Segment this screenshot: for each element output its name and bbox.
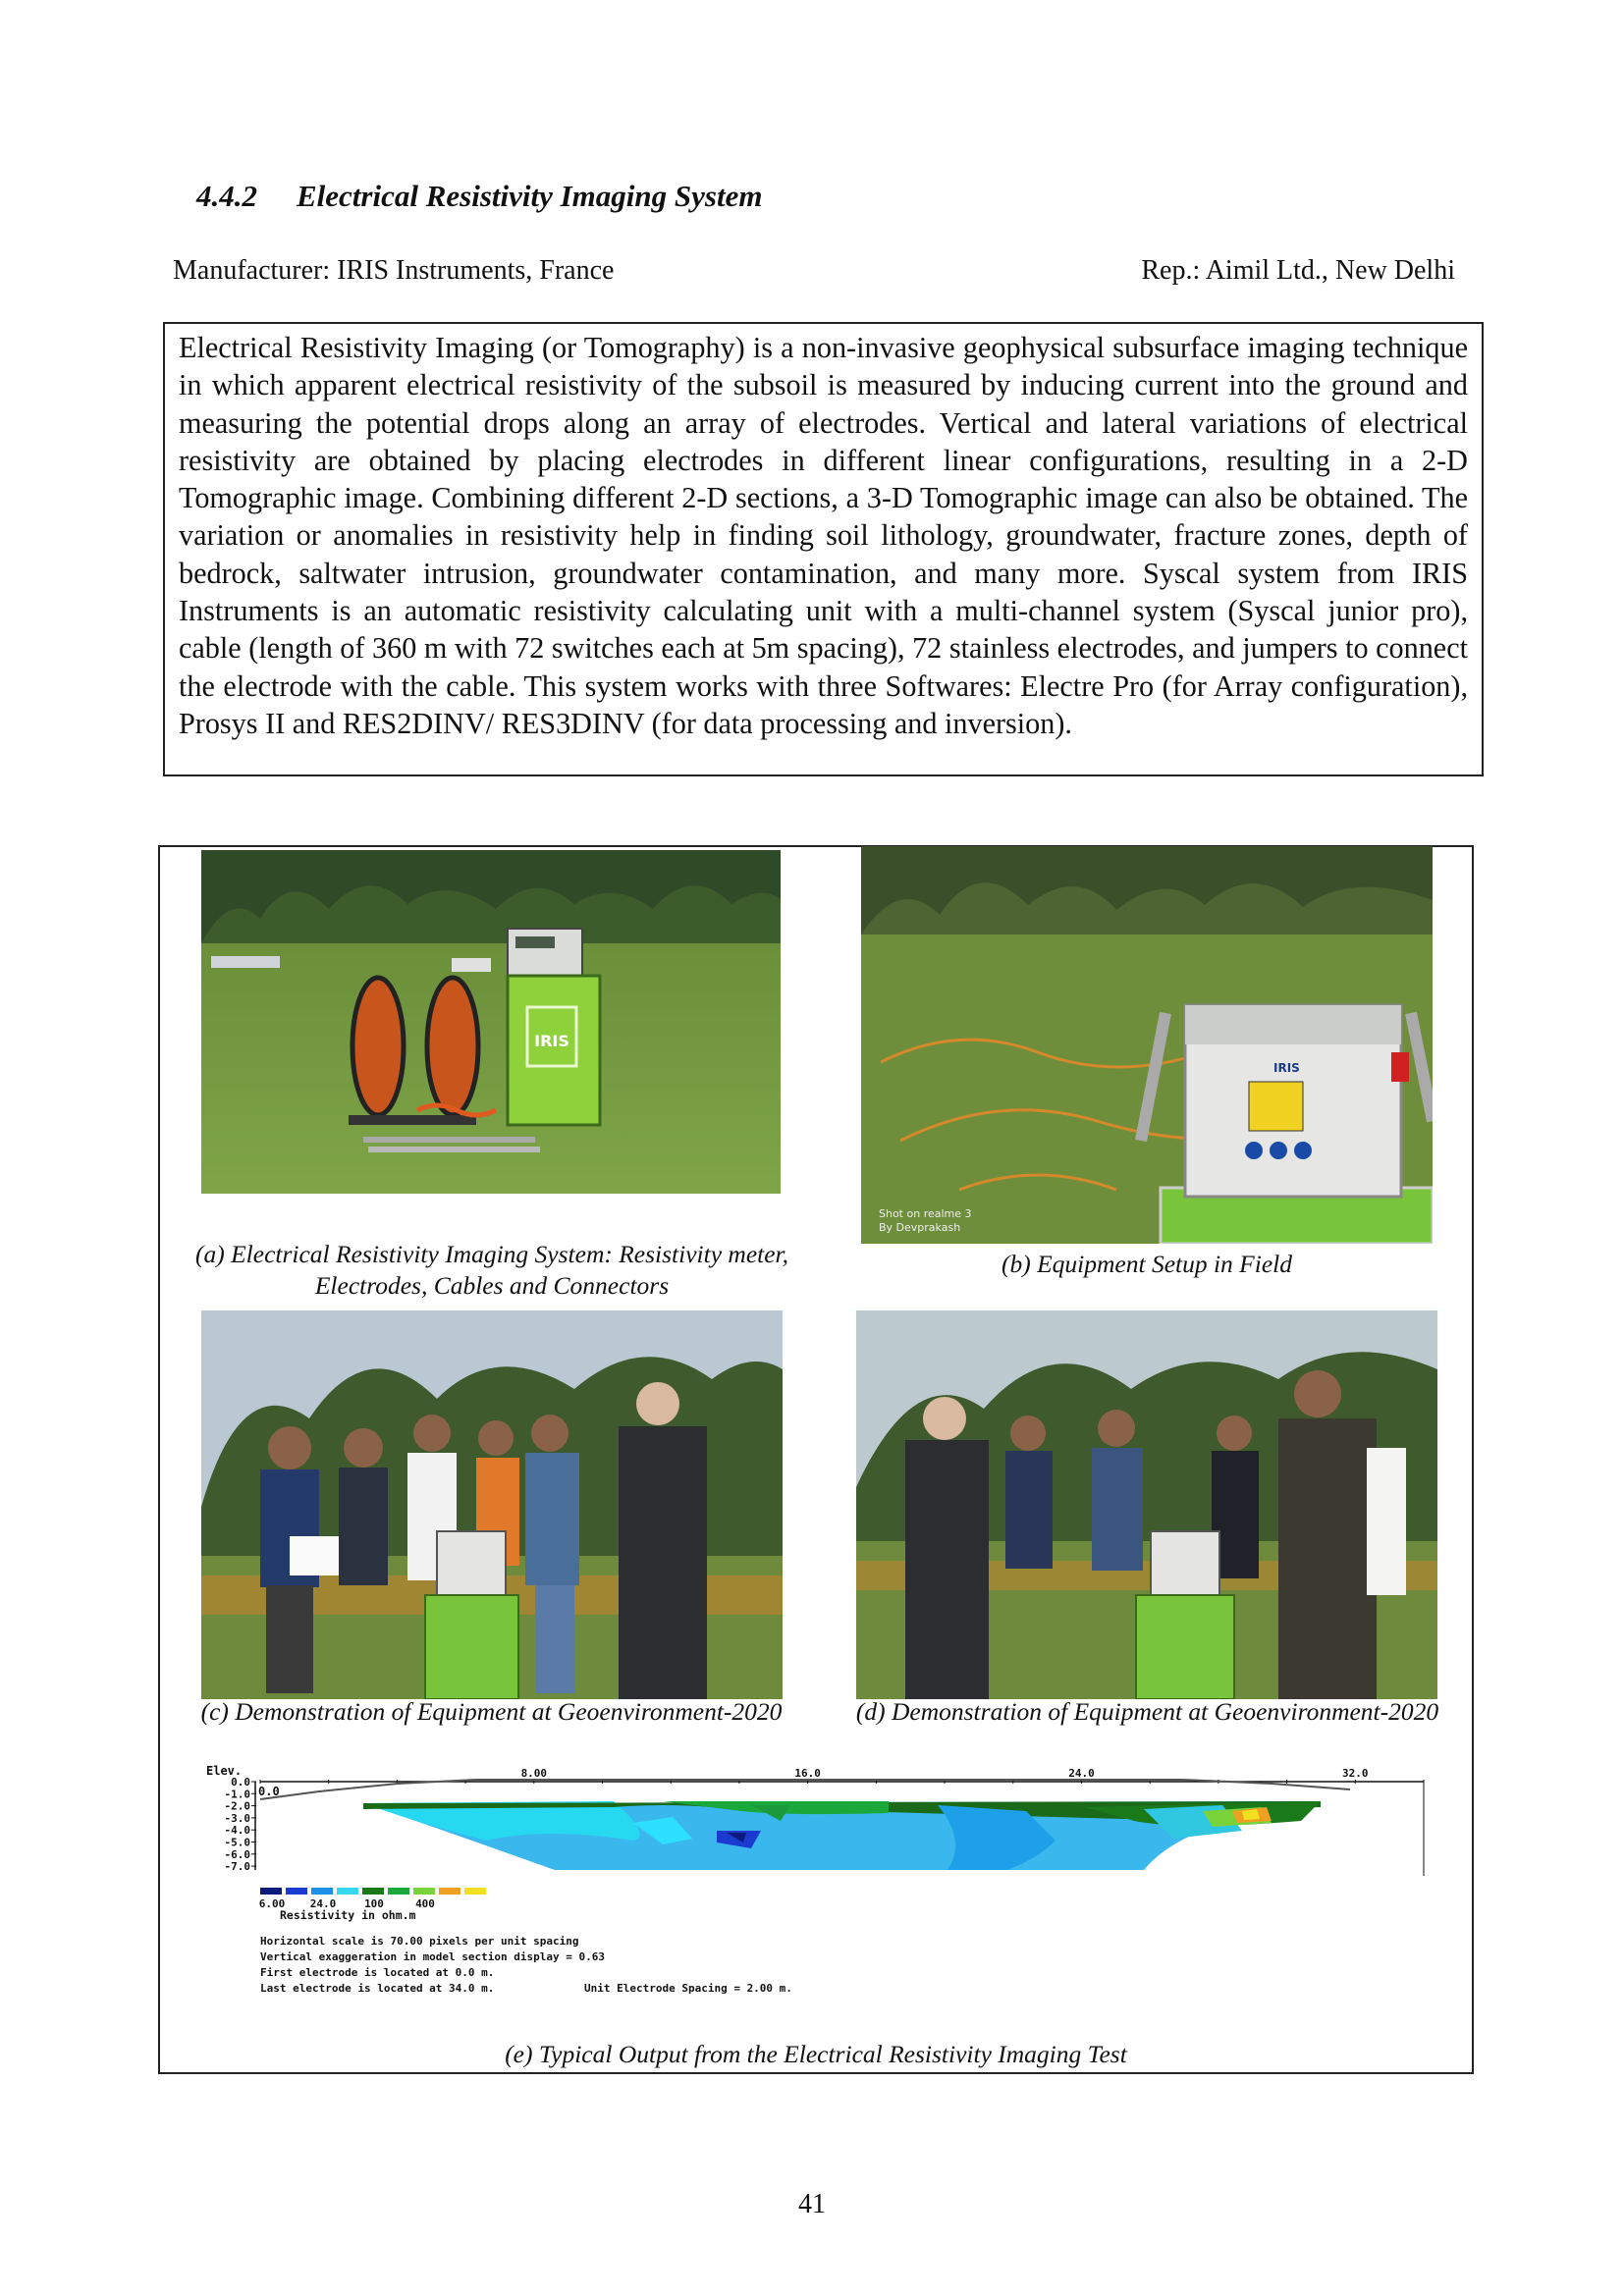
page-number: 41: [798, 2189, 826, 2219]
y-tick-label: -6.0: [224, 1847, 250, 1861]
elev-label: Elev.: [206, 1764, 243, 1778]
legend-swatch: [413, 1888, 435, 1895]
legend-swatch: [464, 1888, 486, 1895]
legend-value: 6.00: [258, 1897, 286, 1910]
legend-swatch: [388, 1888, 409, 1895]
legend-swatch: [311, 1888, 333, 1895]
note-last-electrode: Last electrode is located at 34.0 m.: [260, 1982, 495, 1995]
legend-swatch: [337, 1888, 358, 1895]
caption-c: (c) Demonstration of Equipment at Geoenvironment-2020: [200, 1697, 783, 1726]
y-tick-label: -4.0: [224, 1824, 250, 1838]
topography-line: [260, 1780, 1350, 1799]
note-first-electrode: First electrode is located at 0.0 m.: [260, 1966, 495, 1979]
caption-b: (b) Equipment Setup in Field: [1001, 1250, 1292, 1278]
photo-watermark-line1: Shot on realme 3: [879, 1207, 972, 1220]
y-tick-label: 0.0: [231, 1776, 250, 1789]
manufacturer-line: Manufacturer: IRIS Instruments, France: [173, 255, 615, 286]
caption-a-line2: Electrodes, Cables and Connectors: [314, 1271, 670, 1300]
photo-equipment-kit: [201, 850, 781, 1194]
caption-a-line1: (a) Electrical Resistivity Imaging System: Resistivity meter,: [194, 1240, 789, 1268]
representative-line: Rep.: Aimil Ltd., New Delhi: [1141, 255, 1455, 286]
section-number: 4.4.2: [196, 179, 257, 213]
iris-logo-text: IRIS: [534, 1032, 569, 1050]
device-label: IRIS: [1273, 1061, 1300, 1075]
caption-e: (e) Typical Output from the Electrical Resistivity Imaging Test: [505, 2040, 1127, 2068]
legend-title: Resistivity in ohm.m: [280, 1908, 416, 1922]
resistivity-model-section: [363, 1801, 1321, 1870]
x-tick-label: 32.0: [1342, 1767, 1369, 1780]
x-tick-label: 24.0: [1068, 1767, 1095, 1780]
x-tick-label: 8.00: [520, 1767, 548, 1780]
y-tick-label: -5.0: [224, 1836, 250, 1849]
note-electrode-spacing: Unit Electrode Spacing = 2.00 m.: [584, 1982, 792, 1995]
legend-value: 24.0: [309, 1897, 337, 1910]
legend-swatch: [286, 1888, 307, 1895]
legend-swatch: [260, 1888, 282, 1895]
photo-demonstration-d: [856, 1310, 1437, 1699]
note-vertical-exaggeration: Vertical exaggeration in model section display = 0.63: [260, 1950, 605, 1963]
section-heading: [196, 179, 762, 214]
y-axis-ticks: [225, 1776, 257, 1873]
legend-value: 100: [364, 1897, 384, 1910]
y-tick-label: -7.0: [224, 1860, 250, 1874]
y-tick-label: -3.0: [224, 1811, 250, 1825]
legend-value: 400: [415, 1897, 435, 1910]
legend-swatch: [439, 1888, 460, 1895]
description-text: Electrical Resistivity Imaging (or Tomography) is a non-invasive geophysical subsurface imaging technique in which apparent electrical resistivity of the subsoil is measured by inducing current into the ground and measuring the potential drops along an array of electrodes. Vertical and lateral variations of electrical resistivity are obtained by placing electrodes in different linear configurations, resulting in a 2-D Tomographic image. Combining different 2-D sections, a 3-D Tomographic image can also be obtained. The variation or anomalies in resistivity help in finding soil lithology, groundwater, fracture zones, depth of bedrock, saltwater intrusion, groundwater contamination, and many more. Syscal system from IRIS Instruments is an automatic resistivity calculating unit with a multi-channel system (Syscal junior pro), cable (length of 360 m with 72 switches each at 5m spacing), 72 stainless electrodes, and jumpers to connect the electrode with the cable. This system works with three Softwares: Electre Pro (for Array configuration), Prosys II and RES2DINV/ RES3DINV (for data processing and inversion).: [179, 331, 1468, 740]
y-tick-label: -1.0: [224, 1788, 250, 1801]
note-horizontal-scale: Horizontal scale is 70.00 pixels per unit spacing: [260, 1935, 579, 1948]
caption-d: (d) Demonstration of Equipment at Geoenvironment-2020: [855, 1697, 1439, 1726]
legend-swatch: [362, 1888, 384, 1895]
color-legend: [259, 1888, 486, 1910]
caption-a: [163, 1239, 821, 1302]
x-tick-label: 16.0: [794, 1767, 821, 1780]
description-box: [163, 322, 1484, 776]
photo-watermark-line2: By Devprakash: [879, 1221, 961, 1234]
section-title: Electrical Resistivity Imaging System: [297, 179, 763, 213]
resistivity-section-plot: [201, 1762, 1438, 2047]
surface-label: 0.0: [258, 1785, 280, 1798]
photo-demonstration-c: [201, 1310, 783, 1699]
photo-field-setup: [861, 846, 1433, 1244]
y-tick-label: -2.0: [224, 1799, 250, 1813]
